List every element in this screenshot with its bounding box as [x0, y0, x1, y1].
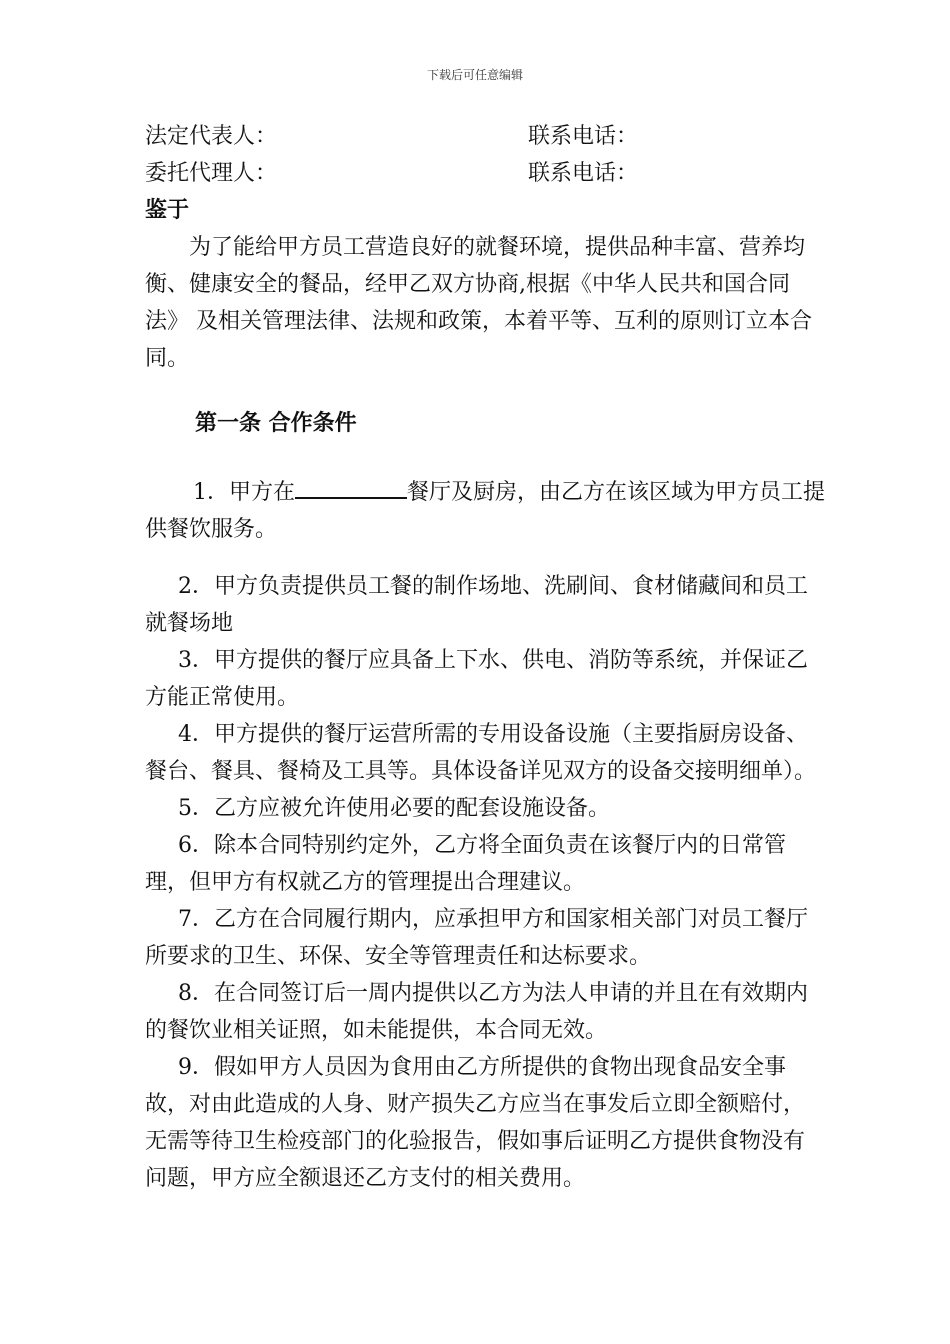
phone-label-1: 联系电话： [528, 124, 639, 149]
clause-1 [145, 473, 825, 548]
clause-3: 3．甲方提供的餐厅应具备上下水、供电、消防等系统，并保证乙方能正常使用。 [145, 648, 808, 710]
whereas-title: 鉴于 [145, 197, 190, 223]
phone-label-2: 联系电话： [528, 161, 639, 186]
clause-8: 8．在合同签订后一周内提供以乙方为法人申请的并且在有效期内的餐饮业相关证照，如未能提供，本合同无效。 [145, 981, 808, 1043]
agent-label: 委托代理人： [145, 161, 278, 186]
contract-body [145, 118, 825, 1197]
legal-rep-row [145, 118, 825, 155]
clause-1-before: 1．甲方在 [193, 480, 295, 505]
legal-rep-label: 法定代表人： [145, 124, 278, 149]
location-blank [295, 473, 407, 499]
article-1-heading: 第一条 合作条件 [195, 410, 357, 436]
clause-2: 2．甲方负责提供员工餐的制作场地、洗刷间、食材储藏间和员工就餐场地 [145, 574, 808, 636]
page-header-note: 下载后可任意编辑 [426, 68, 523, 82]
clause-1-after: 餐厅及厨房，由乙方在该区域为甲方员工提供餐饮服务。 [145, 480, 826, 542]
clause-5: 5．乙方应被允许使用必要的配套设施设备。 [178, 796, 610, 821]
clause-4: 4．甲方提供的餐厅运营所需的专用设备设施（主要指厨房设备、餐台、餐具、餐椅及工具等。具体设备详见双方的设备交接明细单）。 [145, 722, 817, 784]
whereas-paragraph: 为了能给甲方员工营造良好的就餐环境，提供品种丰富、营养均衡、健康安全的餐品，经甲乙双方协商,根据《中华人民共和国合同法》 及相关管理法律、法规和政策，本着平等、互利的原则订立本合同。 [145, 235, 812, 371]
clause-7: 7．乙方在合同履行期内，应承担甲方和国家相关部门对员工餐厅所要求的卫生、环保、安全等管理责任和达标要求。 [145, 907, 808, 969]
agent-row [145, 155, 825, 192]
clause-9: 9．假如甲方人员因为食用由乙方所提供的食物出现食品安全事故，对由此造成的人身、财产损失乙方应当在事发后立即全额赔付，无需等待卫生检疫部门的化验报告，假如事后证明乙方提供食物没有问题，甲方应全额退还乙方支付的相关费用。 [145, 1055, 806, 1191]
clause-6: 6．除本合同特别约定外，乙方将全面负责在该餐厅内的日常管理，但甲方有权就乙方的管理提出合理建议。 [145, 833, 786, 895]
